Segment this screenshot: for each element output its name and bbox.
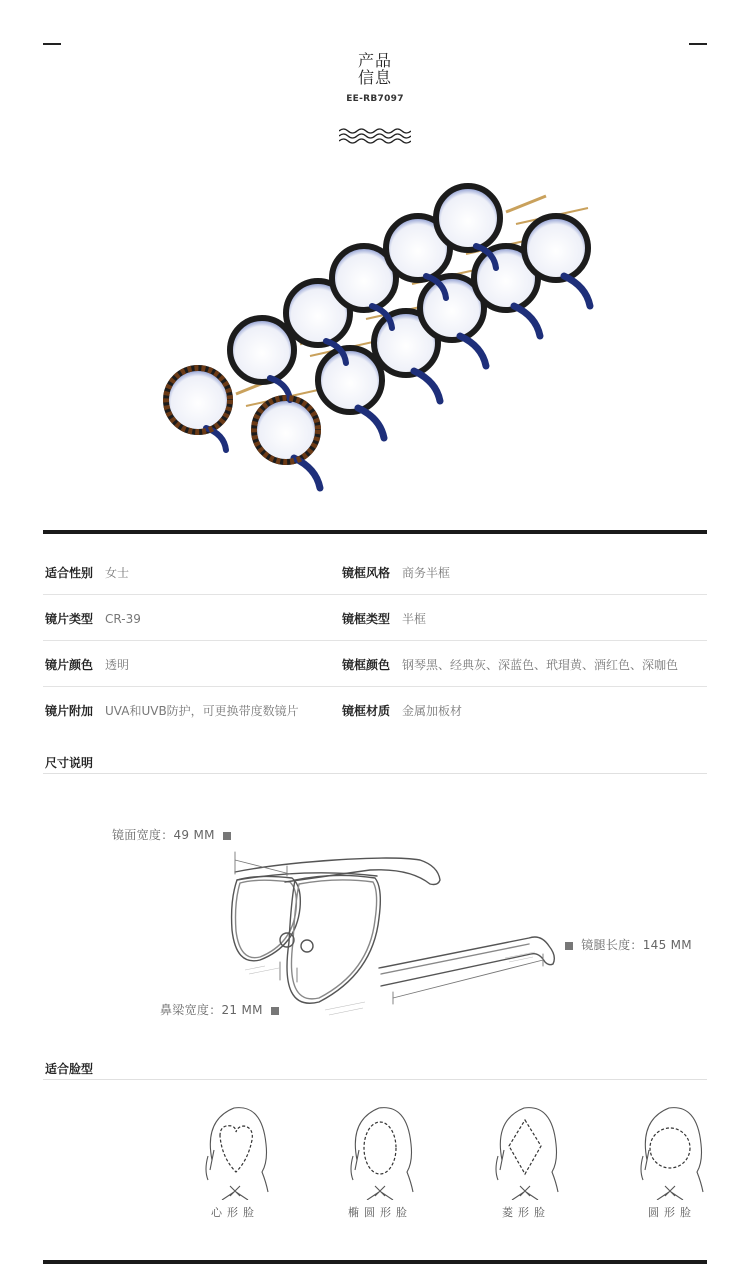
- heart-face-icon: [200, 1100, 270, 1200]
- header-dash-left: [43, 43, 61, 45]
- product-glasses-image: [150, 178, 600, 518]
- spec-value: 金属加板材: [402, 704, 463, 718]
- spec-label: 镜片类型: [45, 612, 94, 626]
- title-line-1: 产品: [357, 51, 392, 70]
- lens-width-label: [112, 826, 231, 843]
- face-label: 椭圆形脸: [348, 1206, 412, 1219]
- spec-row: [43, 549, 707, 595]
- temple-length-label: [565, 936, 692, 953]
- spec-label: 适合性别: [45, 566, 94, 580]
- round-face-icon: [635, 1100, 705, 1200]
- spec-value: 钢琴黑、经典灰、深蓝色、玳瑁黄、酒红色、深咖色: [402, 658, 679, 672]
- glasses-dimension-sketch: [225, 840, 565, 1025]
- spec-value: CR-39: [105, 612, 141, 626]
- spec-row: [43, 687, 707, 733]
- wave-ornament-icon: [339, 127, 411, 145]
- spec-label: 镜片附加: [45, 704, 94, 718]
- spec-label: 镜片颜色: [45, 658, 94, 672]
- face-label: 圆形脸: [648, 1206, 696, 1219]
- spec-row: [43, 595, 707, 641]
- spec-label: 镜框颜色: [342, 658, 391, 672]
- spec-value: 商务半框: [402, 566, 451, 580]
- spec-value: 透明: [105, 658, 130, 672]
- model-number: EE-RB7097: [346, 94, 404, 104]
- bridge-width-text: 鼻梁宽度：21 MM: [160, 1003, 263, 1017]
- lens-width-text: 镜面宽度：49 MM: [112, 828, 215, 842]
- spec-label: 镜框类型: [342, 612, 391, 626]
- spec-table: [43, 549, 707, 733]
- marker-square-icon: [223, 832, 231, 840]
- page-title: [0, 52, 750, 86]
- spec-label: 镜框风格: [342, 566, 391, 580]
- marker-square-icon: [565, 942, 573, 950]
- spec-value: UVA和UVB防护，可更换带度数镜片: [105, 704, 299, 718]
- face-label: 菱形脸: [502, 1206, 550, 1219]
- oval-face-icon: [345, 1100, 415, 1200]
- header-dash-right: [689, 43, 707, 45]
- spec-value: 女士: [105, 566, 130, 580]
- face-section-title: 适合脸型: [43, 1052, 707, 1080]
- diamond-face-icon: [490, 1100, 560, 1200]
- bottom-divider-bar: [43, 1260, 707, 1264]
- title-line-2: 信息: [357, 68, 392, 87]
- spec-row: [43, 641, 707, 687]
- size-section-title: 尺寸说明: [43, 746, 707, 774]
- spec-value: 半框: [402, 612, 427, 626]
- temple-length-text: 镜腿长度：145 MM: [581, 938, 692, 952]
- face-label: 心形脸: [211, 1206, 259, 1219]
- top-divider-bar: [43, 530, 707, 534]
- spec-label: 镜框材质: [342, 704, 391, 718]
